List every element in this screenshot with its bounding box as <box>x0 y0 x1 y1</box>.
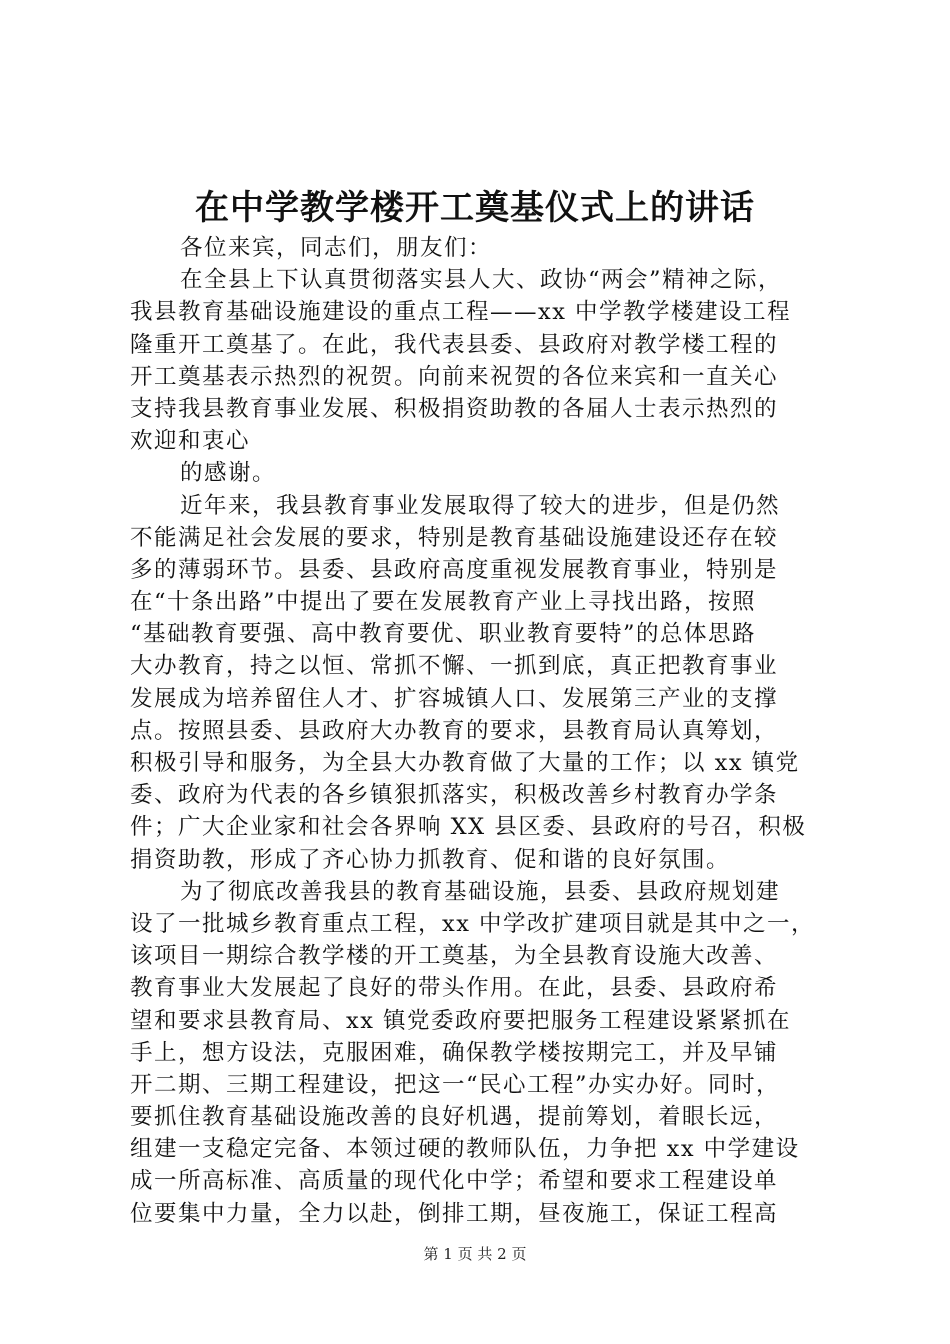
document-body <box>130 232 835 1230</box>
text-line: 多的薄弱环节。县委、县政府高度重视发展教育事业，特别是 <box>130 556 779 583</box>
text-line: 教育事业大发展起了良好的带头作用。在此，县委、县政府希 <box>130 975 779 1002</box>
text-line: 望和要求县教育局、xx 镇党委政府要把服务工程建设紧紧抓在 <box>130 1007 792 1034</box>
text-line: 欢迎和衷心 <box>130 428 251 455</box>
text-line: 支持我县教育事业发展、积极捐资助教的各届人士表示热烈的 <box>130 395 779 422</box>
text-line: 在全县上下认真贯彻落实县人大、政协“两会”精神之际， <box>180 267 783 294</box>
text-line: 为了彻底改善我县的教育基础设施，县委、县政府规划建 <box>180 878 781 905</box>
text-line: “基础教育要强、高中教育要优、职业教育要特”的总体思路 <box>130 621 757 648</box>
text-line: 我县教育基础设施建设的重点工程——xx 中学教学楼建设工程 <box>130 299 792 326</box>
text-line: 设了一批城乡教育重点工程，xx 中学改扩建项目就是其中之一， <box>130 910 816 937</box>
text-line: 积极引导和服务，为全县大办教育做了大量的工作；以 xx 镇党 <box>130 750 800 776</box>
text-line: 该项目一期综合教学楼的开工奠基，为全县教育设施大改善、 <box>130 943 779 970</box>
document-title: 在中学教学楼开工奠基仪式上的讲话 <box>195 188 755 228</box>
text-line: 捐资助教，形成了齐心协力抓教育、促和谐的良好氛围。 <box>130 846 731 873</box>
text-line: 组建一支稳定完备、本领过硬的教师队伍，力争把 xx 中学建设 <box>130 1136 800 1163</box>
text-line: 点。按照县委、县政府大办教育的要求，县教育局认真筹划， <box>130 717 779 744</box>
text-line: 开工奠基表示热烈的祝贺。向前来祝贺的各位来宾和一直关心 <box>130 363 779 390</box>
text-line: 隆重开工奠基了。在此，我代表县委、县政府对教学楼工程的 <box>130 331 779 358</box>
page-footer: 第 1 页 共 2 页 <box>423 1245 527 1263</box>
text-line: 要抓住教育基础设施改善的良好机遇，提前筹划，着眼长远， <box>130 1104 779 1131</box>
text-line: 件；广大企业家和社会各界响 XX 县区委、县政府的号召，积极 <box>130 814 807 841</box>
text-line: 近年来，我县教育事业发展取得了较大的进步，但是仍然 <box>180 492 781 519</box>
text-line: 各位来宾，同志们，朋友们： <box>180 235 493 261</box>
text-line: 大办教育，持之以恒、常抓不懈、一抓到底，真正把教育事业 <box>130 653 779 680</box>
text-line: 开二期、三期工程建设，把这一“民心工程”办实办好。同时， <box>130 1071 781 1098</box>
text-line: 位要集中力量，全力以赴，倒排工期，昼夜施工，保证工程高 <box>130 1200 779 1227</box>
text-line: 委、政府为代表的各乡镇狠抓落实，积极改善乡村教育办学条 <box>130 782 779 809</box>
text-line: 发展成为培养留住人才、扩容城镇人口、发展第三产业的支撑 <box>130 685 779 712</box>
text-line: 不能满足社会发展的要求，特别是教育基础设施建设还存在较 <box>130 524 779 551</box>
text-line: 成一所高标准、高质量的现代化中学；希望和要求工程建设单 <box>130 1168 779 1195</box>
text-line: 在“十条出路”中提出了要在发展教育产业上寻找出路，按照 <box>130 589 757 616</box>
text-line: 手上，想方设法，克服困难，确保教学楼按期完工，并及早铺 <box>130 1039 779 1066</box>
text-line: 的感谢。 <box>180 460 277 487</box>
